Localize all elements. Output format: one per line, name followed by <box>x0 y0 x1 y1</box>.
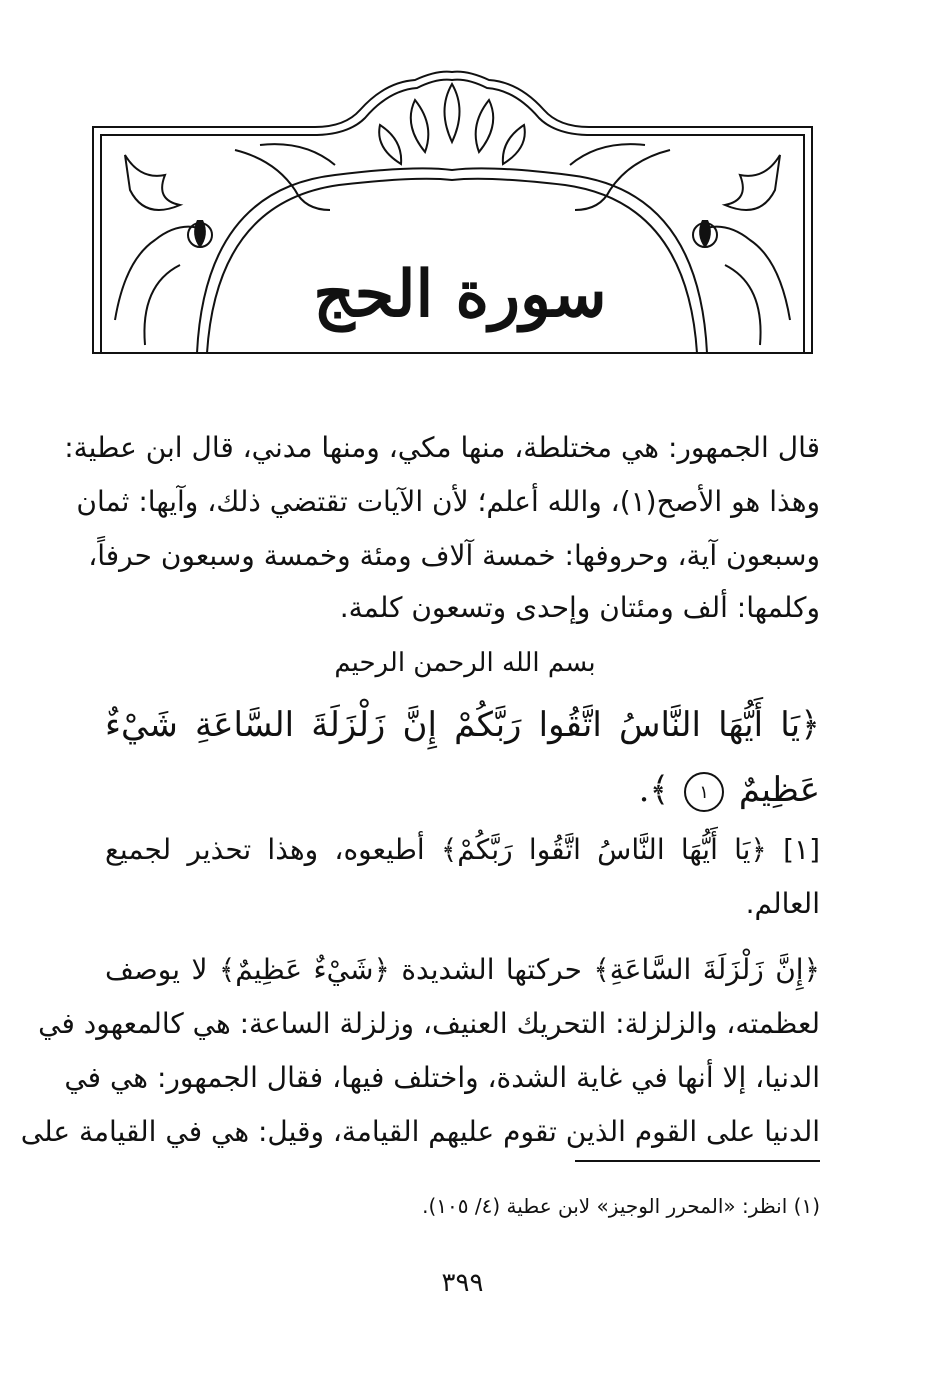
intro-line-2: وهذا هو الأصح(١)، والله أعلم؛ لأن الآيات تقتضي ذلك، وآيها: ثمان <box>76 485 820 518</box>
commentary-line-2: العالم. <box>745 887 820 920</box>
page-number: ٣٩٩ <box>441 1268 484 1298</box>
ayah-number-marker: ١ <box>684 772 724 812</box>
verse-word: عَظِيمٌ <box>738 770 820 810</box>
basmala: بسم الله الرحمن الرحيم <box>334 648 596 678</box>
intro-line-3: وسبعون آية، وحروفها: خمسة آلاف ومئة وخمسة وسبعون حرفاً، <box>88 539 820 572</box>
intro-line-4: وكلمها: ألف ومئتان وإحدى وتسعون كلمة. <box>339 591 820 624</box>
commentary-line-4: لعظمته، والزلزلة: التحريك العنيف، وزلزلة الساعة: هي كالمعهود في <box>38 1007 820 1040</box>
footnote-separator <box>575 1160 820 1162</box>
commentary-line-1: [١] ﴿يَا أَيُّهَا النَّاسُ اتَّقُوا رَبَّكُمْ﴾ أطيعوه، وهذا تحذير لجميع <box>105 833 820 866</box>
surah-title: سورة الحج <box>313 257 607 332</box>
commentary-line-5: الدنيا، إلا أنها في غاية الشدة، واختلف فيها، فقال الجمهور: هي في <box>64 1061 820 1094</box>
verse-close: ﴾. <box>638 770 670 810</box>
commentary-line-3: ﴿إِنَّ زَلْزَلَةَ السَّاعَةِ﴾ حركتها الشديدة ﴿شَيْءٌ عَظِيمٌ﴾ لا يوصف <box>105 953 820 986</box>
verse-line-1: ﴿يَا أَيُّهَا النَّاسُ اتَّقُوا رَبَّكُمْ إِنَّ زَلْزَلَةَ السَّاعَةِ شَيْءٌ <box>105 705 820 745</box>
footnote: (١) انظر: «المحرر الوجيز» لابن عطية (٤/ ١٠٥). <box>422 1194 820 1218</box>
commentary-line-6: الدنيا على القوم الذين تقوم عليهم القيامة، وقيل: هي في القيامة على <box>20 1115 820 1148</box>
intro-line-1: قال الجمهور: هي مختلطة، منها مكي، ومنها مدني، قال ابن عطية: <box>64 431 820 464</box>
verse-line-2 <box>639 765 820 815</box>
